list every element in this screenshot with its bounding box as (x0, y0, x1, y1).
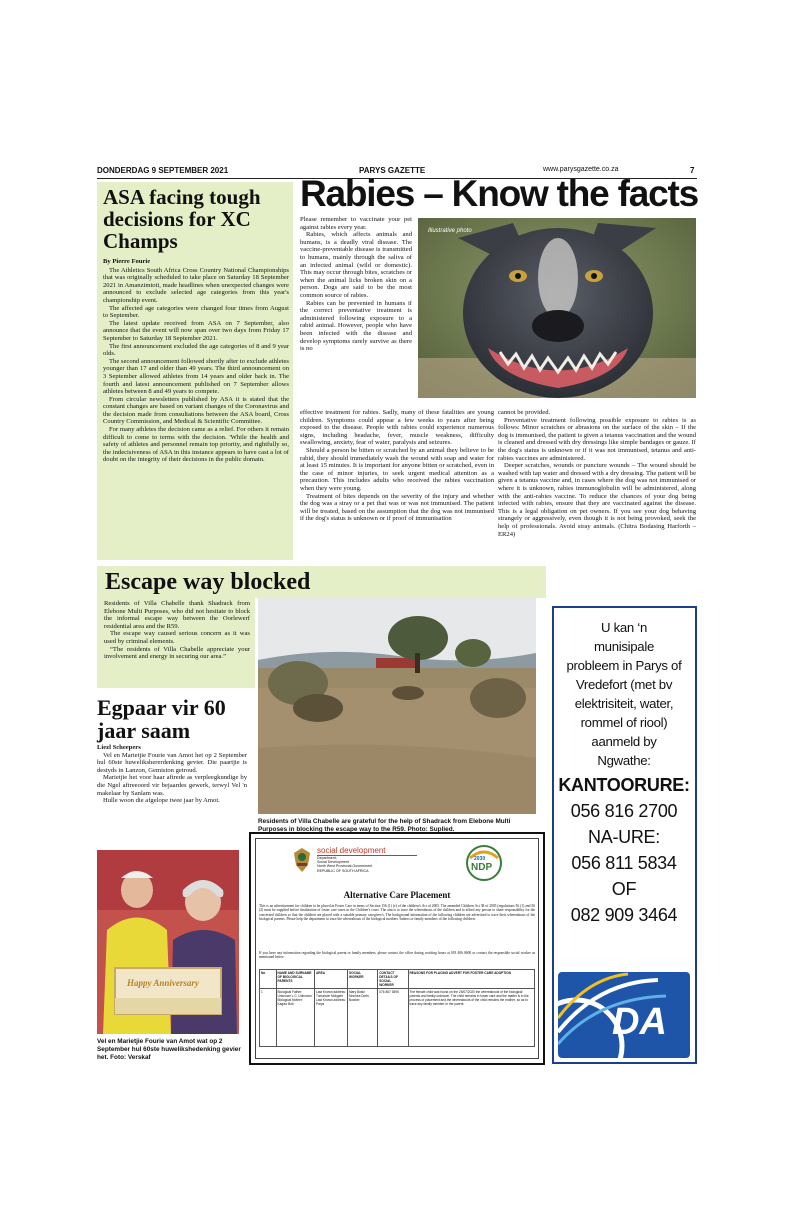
rabies-paragraph: cannot be provided. (498, 409, 551, 416)
coat-of-arms-icon (291, 847, 313, 873)
ad-text-2: If you have any information regarding the biological parent or family members, please contact the office during working hours at 018 406 0600 or contact the responsible social worker as mentioned below. (259, 951, 535, 960)
ad-text-1: This is an advertisement for children to be placed in Foster Care in terms of Section 156 (1) (e) of the children's Act of 2005. The amended Children Act 38 of 2005 (regulations 56 (1) and 56 (2) must be supplied before finalization of foster care cases in the Children's court. The aim is to trace the whereabouts of the children and to afford any person to share responsibility for the concerned children so that the children are placed with a suitable primary caregiver/s. The background information of the following children are advertised to trace their whereabouts of the biological parents. Please help the department to trace the whereabouts of the biological mothers /fathers or family members of the following children: (259, 904, 535, 922)
anniversary-byline: Liezl Scheepers (97, 744, 141, 751)
escape-title-band (97, 566, 546, 598)
table-cell: The female child was found on the 25/07/2020 the whereabouts of the biological parents and family unknown. The child remains in foster care and the matter is in the process of placement and the whereabouts of the child remains the mother, so as to trace any family member or the parent. (408, 989, 535, 1047)
ngwathe-text (554, 618, 694, 928)
table-header-row (260, 970, 535, 989)
placement-table-wrap (259, 969, 535, 1047)
ngwathe-line: Vredefort (met bv (575, 677, 673, 692)
dept-line: Social Development (317, 860, 349, 865)
cake-text: Happy Anniversary (127, 978, 199, 988)
table-row (260, 989, 535, 1047)
table-cell: Mary Boski Mnchea Dorfs Bowker (348, 989, 378, 1047)
table-header: SOCIAL WORKER (348, 970, 378, 989)
dog-illustration (418, 218, 696, 398)
xc-article-byline: By Pierre Fourie (103, 258, 151, 265)
ndp-text: NDP (471, 862, 493, 873)
anniversary-paragraph: Vel en Marietjie Fourie van Amot het op 2 September hul 60ste huwelikshererdenking gevier. Die paartjie is destyds in Lanzon, Gemiston getroud. (97, 751, 247, 774)
ad-heading: Alternative Care Placement (343, 890, 451, 900)
rabies-paragraph: Rabies can be prevented in humans if the correct preventative treatment is administered following exposure to a rabid animal. However, people who have been infected with the disease and develop symptoms rarely survive as there is no (300, 299, 412, 353)
anniversary-body (97, 744, 247, 805)
ngwathe-line: aanmeld by (591, 734, 657, 749)
xc-paragraph: The second announcement followed shortly after to exclude athletes younger than 17 and older than 49 years. The third announcement on 3 September allowed athletes from 14 years and older back in. The fourth and latest announcement published on 7 September allows athletes between 8 and 49 years to compete. (103, 357, 289, 396)
rabies-paragraph: Rabies, which affects animals and humans, is a deadly viral disease. The vaccine-preventable disease is transmitted to humans, mainly through the saliva of an infected animal (wild or domestic). This may occur through bites, scratches or when the animal licks broken skin on a person. Dogs are said to be the most common source of rabies. (300, 231, 412, 299)
xc-paragraph: The latest update received from ASA on 7 September, also announce that the event will now span over two days from Friday 17 September to Saturday 18 September 2021. (103, 319, 289, 342)
or-label: OF (611, 879, 637, 899)
da-logo (558, 972, 690, 1058)
rabies-paragraph: Preventative treatment following possible exposure to rabies is as follows: Minor scratches or abrasions on the surface of the skin – If the dog is immunised, the patient is given a tetanus vaccination and the wound is cleaned and dressed with dry dressings like simple bandages or gauze. If the dog's status is unknown or if it was not immunised, tetanus and anti-rabies vaccines are administered. (498, 416, 696, 462)
xc-paragraph: The affected age categories were changed four times from August to September. (103, 304, 289, 320)
paper-name: PARYS GAZETTE (359, 166, 426, 175)
ngwathe-line: Ngwathe: (597, 753, 651, 768)
anniversary-paragraph: Hulle woon die afgelope twee jaar by Amot. (103, 797, 220, 805)
da-logo-text: DA (612, 1001, 667, 1043)
rabies-paragraph: Deeper scratches, wounds or puncture wounds – The wound should be washed with tap water and dressed with a dry dressing. The patient will be given a tetanus vaccine and, in cases where the dog was not immunised or where it is unknown, rabies immunoglobulin will be administered, along with the anti-rabies vaccine. To reduce the chances of your dog being infected with rabies, ensure that they are vaccinated against the disease. This is a legal obligation on pet owners. If you see your dog behaving strangely or aggressively, even though it is not being provoked, seek the help of professionals. Avoid stray animals. (Chitra Bodasing Harforth – ER24) (498, 462, 696, 538)
anniversary-paragraph: Marietjie het voor haar aftrede as verpleegkundige by die Ngel aftreeoord vir bejaardes gewerk, terwyl Vel 'n makelaar by Sanlam was. (97, 774, 247, 797)
escape-paragraph: Residents of Villa Chabelle thank Shadrack from Elebone Multi Purposes, who did not hesitate to block the informal escape way between the Oorlewerf residential area and the R59. (104, 600, 250, 630)
rabies-col1-wide (300, 409, 494, 523)
ngwathe-ad (552, 606, 697, 1064)
table-cell: 076 867 3895 (378, 989, 408, 1047)
placement-table (259, 969, 535, 1047)
xc-paragraph: For many athletes the decision came as a relief. For others it remain difficult to come to terms with the decision. 'While the health and safety of athletes and personnel remain top priority, and rightfully so, the indecisiveness of ASA in this instance appears to have cast a lot of doubt on the integrity of their decisions in the public domain. (103, 426, 289, 464)
rabies-title: Rabies – Know the facts (300, 173, 699, 214)
dept-line: Department: (317, 856, 337, 860)
after-hours-label: NA-URE: (588, 827, 660, 847)
rabies-col2 (498, 409, 696, 538)
xc-paragraph: The first announcement excluded the age categories of 8 and 9 year olds. (103, 342, 289, 358)
dept-line: REPUBLIC OF SOUTH AFRICA (317, 868, 369, 873)
office-hours-label: KANTOORURE: (558, 775, 690, 795)
table-cell: 1 (260, 989, 277, 1047)
field-illustration (258, 598, 536, 814)
table-header: AREA (315, 970, 348, 989)
after-hours-number[interactable]: 056 811 5834 (571, 853, 677, 873)
couple-illustration (97, 850, 239, 1034)
dog-photo (418, 218, 696, 398)
table-cell: Biological Father: Unknown L.C. Unknown Biological Mother: Kagiso Boti (276, 989, 315, 1047)
xc-article-title: ASA facing tough decisions for XC Champs (103, 185, 261, 253)
ngwathe-line: munisipale (593, 639, 655, 654)
ndp-logo (465, 844, 503, 882)
xc-article-box (97, 182, 293, 560)
dept-title: social development (317, 846, 417, 856)
escape-caption: Residents of Villa Chabelle are grateful for the help of Shadrack from Elebone Multi Purposes in blocking the escape way to the R59. Photo: Suplied. (258, 818, 511, 833)
ngwathe-line: U kan ‘n (601, 620, 647, 635)
table-header: CONTACT DETAILS OF SOCIAL WORKER (378, 970, 408, 989)
alt-number[interactable]: 082 909 3464 (570, 905, 678, 925)
dept-line: North West Provincial Government (317, 864, 373, 869)
ngwathe-line: probleem in Parys of (566, 658, 682, 673)
table-cell: Last Known address: Tumahole Mokgele Last Known address: Parys (315, 989, 348, 1047)
ngwathe-line: rommel of riool) (580, 715, 668, 730)
couple-photo (97, 850, 239, 1034)
escape-title: Escape way blocked (105, 569, 311, 595)
anniversary-title: Egpaar vir 60 jaar saam (97, 695, 226, 743)
table-header: REASONS FOR PLACING ADVERT FOR FOSTER CARE ADOPTION (408, 970, 535, 989)
xc-article-body (103, 258, 289, 464)
ngwathe-line: elektrisiteit, water, (574, 696, 674, 711)
office-number[interactable]: 056 816 2700 (570, 801, 678, 821)
issue-date: DONDERDAG 9 SEPTEMBER 2021 (97, 166, 229, 175)
rabies-paragraph: Should a person be bitten or scratched by an animal they believe to be rabid, they should immediately wash the wound with soap and water for at least 15 minutes. It is important for anyone bitten or scratched, even in the case of minor injuries, to seek urgent medical attention as a precaution. This includes adults who received the rabies vaccination when they were young. (300, 446, 494, 492)
rabies-paragraph: Please remember to vaccinate your pet against rabies every year. (300, 216, 412, 231)
escape-paragraph: The escape way caused serious concern as it was used by criminal elements. (104, 630, 250, 645)
social-development-ad (249, 832, 545, 1065)
rabies-paragraph: Treatment of bites depends on the severity of the injury and whether the dog was a stray or a pet that was or was not immunised. The patient will be treated, based on the assumption that the dog was not immunised if the dog's status is unknown or if proof of immunisation (300, 492, 494, 523)
rabies-paragraph: effective treatment for rabies. Sadly, many of these fatalities are young children. Symptoms could appear a few weeks to years after being exposed to the disease. People with rabies could experience numerous signs, including headache, fever, muscle weakness, difficulty swallowing, anxiety, fear of water, paralysis and seizures. (300, 409, 494, 447)
xc-paragraph: From circular newsletters published by ASA it is stated that the constant changes are based on variant changes of the Coronavirus and the decision made from consultations between the ASA board, Cross Country Commission, and Medical & Scientific Committee. (103, 395, 289, 426)
anniversary-caption: Vel en Marietjie Fourie van Amot wat op 2 September hul 60ste huwelikshedenking gevier het. Foto: Verskaf (97, 1038, 241, 1061)
rabies-col1 (300, 216, 412, 353)
escape-paragraph: “The residents of Villa Chabelle appreciate your involvement and energy in securing our area.” (104, 645, 250, 661)
table-header: No (260, 970, 277, 989)
ndp-year: 2030 (474, 856, 486, 862)
escape-photo (258, 598, 536, 814)
dept-block (317, 846, 417, 873)
dog-photo-credit: Illustrative photo (428, 228, 472, 234)
escape-body (104, 600, 250, 661)
xc-paragraph: The Athletics South Africa Cross Country National Championships that was originally scheduled to take place on Saturday 18 September 2021 in Amanzimtoti, made headlines when unexpected changes were announced to exclude selected age categories from this year's championship event. (103, 266, 289, 304)
page-number: 7 (690, 166, 695, 175)
table-header: NAME AND SURNAME OF BIOLOGICAL PARENTS (276, 970, 315, 989)
website-link[interactable]: www.parysgazette.co.za (543, 166, 619, 173)
